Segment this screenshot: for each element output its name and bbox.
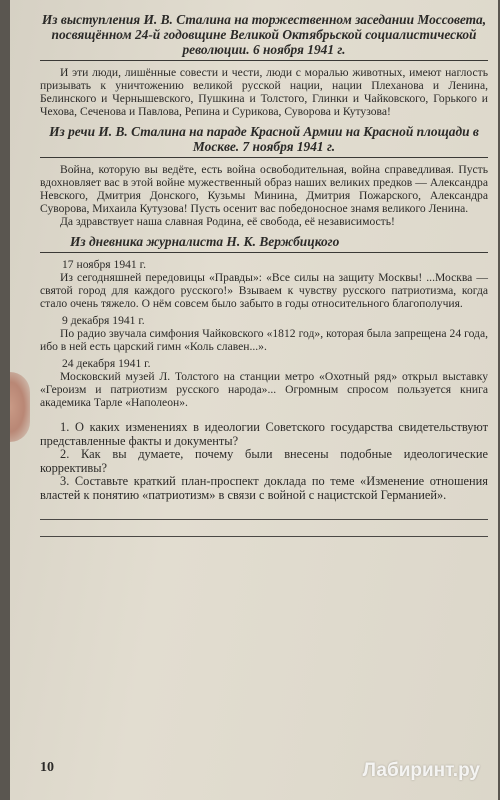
answer-line <box>40 519 488 520</box>
answer-line <box>40 536 488 537</box>
divider <box>40 60 488 61</box>
divider <box>40 157 488 158</box>
question-2: 2. Как вы думаете, почему были внесены подобные идеологические коррективы? <box>40 447 488 475</box>
section-1-text: И эти люди, лишённые совести и чести, люди с моралью животных, имеют наглость призывать к уничтожению великой русской нации, нации Плеханова и Ленина, Белинского и Чернышевского, Пушкина и Толстого, Глинки и Чайковского, Горького и Чехова, Сеченова и Павлова, Репина и Сурикова, Суворова и Кутузова! <box>40 66 488 118</box>
question-1: 1. О каких изменениях в идеологии Советского государства свидетельствуют представленные факты и документы? <box>40 420 488 448</box>
thumb <box>10 372 30 442</box>
watermark: Лабиринт.ру <box>362 760 480 781</box>
diary-date-2: 9 декабря 1941 г. <box>62 314 145 327</box>
book-page <box>10 0 498 800</box>
section-2-text-2: Да здравствует наша славная Родина, её свобода, её независимость! <box>60 215 395 228</box>
section-1-heading: Из выступления И. В. Сталина на торжественном заседании Моссовета, посвящённом 24-й годовщине Великой Октябрьской социалистической революции. 6 ноября 1941 г. <box>41 12 487 57</box>
diary-entry-2: По радио звучала симфония Чайковского «1812 год», которая была запрещена 24 года, ибо в ней есть царский гимн «Коль славен...». <box>40 327 488 353</box>
divider <box>40 252 488 253</box>
section-3-heading: Из дневника журналиста Н. К. Вержбицкого <box>70 234 340 249</box>
diary-date-3: 24 декабря 1941 г. <box>62 357 151 370</box>
section-2-heading: Из речи И. В. Сталина на параде Красной Армии на Красной площади в Москве. 7 ноября 1941 г. <box>49 124 479 154</box>
diary-date-1: 17 ноября 1941 г. <box>62 258 146 271</box>
page-number: 10 <box>40 760 54 775</box>
page-content <box>40 12 488 537</box>
diary-entry-1: Из сегодняшней передовицы «Правды»: «Все силы на защиту Москвы! ...Москва — святой город для каждого русского!» Взываем к чувству русского патриотизма, когда стало очень тяжело. О нём совсем было забыто в годы относительного благополучия. <box>40 271 488 310</box>
question-3: 3. Составьте краткий план-проспект доклада по теме «Изменение отношения властей к понятию «патриотизм» в связи с войной с нацистской Германией». <box>40 474 488 502</box>
section-2-text-1: Война, которую вы ведёте, есть война освободительная, война справедливая. Пусть вдохновляет вас в этой войне мужественный образ наших великих предков — Александра Невского, Дмитрия Донского, Кузьмы Минина, Дмитрия Пожарского, Александра Суворова, Михаила Кутузова! Пусть осенит вас победоносное знамя великого Ленина. <box>40 163 488 215</box>
diary-entry-3: Московский музей Л. Толстого на станции метро «Охотный ряд» открыл выставку «Героизм и патриотизм русского народа»... Огромным спросом пользуется книга академика Тарле «Наполеон». <box>40 370 488 409</box>
